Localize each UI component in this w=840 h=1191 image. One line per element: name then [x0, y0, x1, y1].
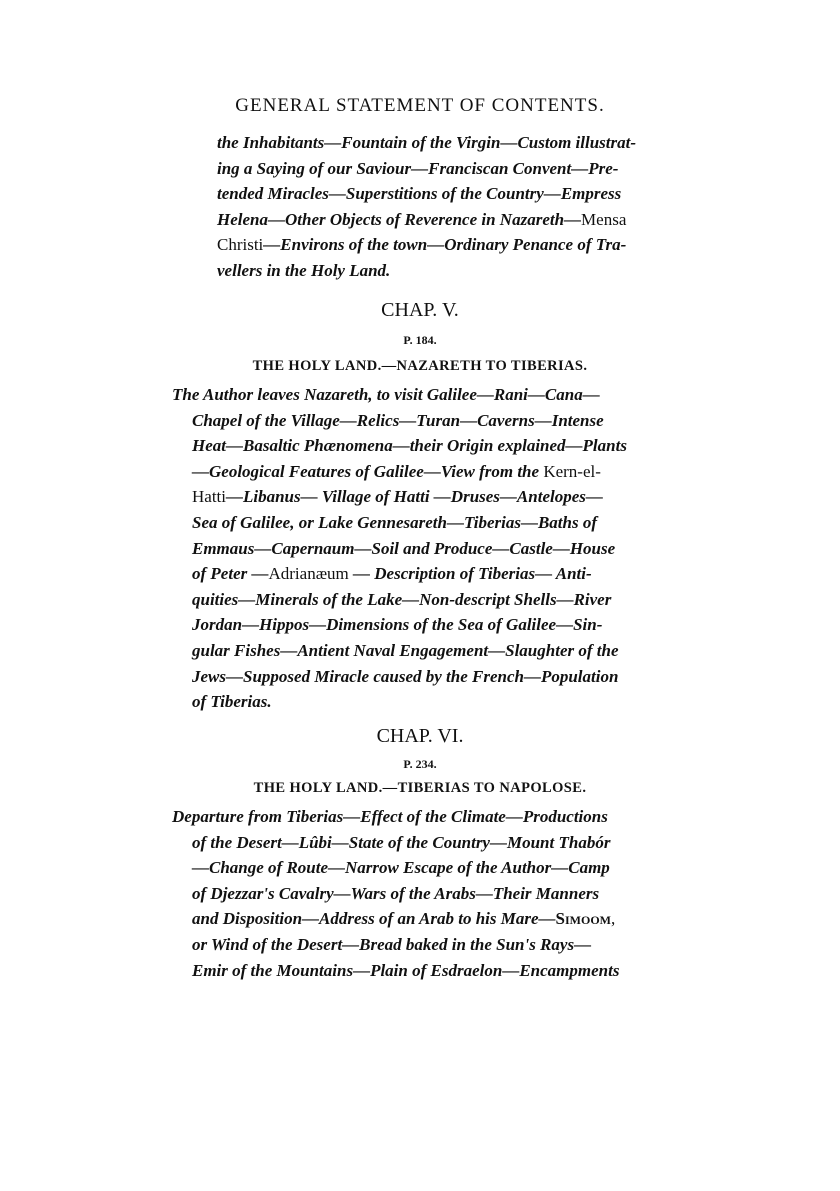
- text-line: vellers in the Holy Land.: [217, 260, 391, 280]
- chapter-5-summary: [172, 382, 657, 715]
- text-line: Departure from Tiberias—Effect of the Climate—Productions: [172, 807, 608, 826]
- text-line: Emir of the Mountains—Plain of Esdraelon—Encampments: [192, 960, 620, 980]
- text-line: —Change of Route—Narrow Escape of the Author—Camp: [192, 858, 610, 878]
- text-line: Jews—Supposed Miracle caused by the French—Population: [192, 666, 619, 686]
- text-line: of Tiberias.: [192, 692, 272, 712]
- text-line: of the Desert—Lûbi—State of the Country—Mount Thabór: [192, 832, 611, 852]
- chapter-5-page: P. 184.: [403, 333, 437, 347]
- text-line: The Author leaves Nazareth, to visit Galilee—Rani—Cana—: [172, 385, 600, 404]
- chapter-5-subtitle: THE HOLY LAND.—NAZARETH TO TIBERIAS.: [252, 358, 588, 374]
- text-line: Chapel of the Village—Relics—Turan—Caverns—Intense: [192, 410, 604, 430]
- text-line: the Inhabitants—Fountain of the Virgin—Custom illustrat-: [217, 133, 637, 152]
- text-line: quities—Minerals of the Lake—Non-descript Shells—River: [192, 589, 612, 609]
- text-line: of Peter —Adrianæum — Description of Tiberias— Anti-: [192, 564, 592, 584]
- chapter-6-summary: [172, 804, 657, 983]
- running-head: GENERAL STATEMENT OF CONTENTS.: [235, 95, 605, 116]
- text-line: Helena—Other Objects of Reverence in Nazareth—Mensa: [217, 209, 627, 229]
- text-line: or Wind of the Desert—Bread baked in the Sun's Rays—: [192, 934, 592, 954]
- text-line: Emmaus—Capernaum—Soil and Produce—Castle—House: [192, 538, 616, 558]
- intro-paragraph: [217, 130, 657, 284]
- text-line: gular Fishes—Antient Naval Engagement—Slaughter of the: [192, 640, 619, 660]
- text-line: Heat—Basaltic Phænomena—their Origin explained—Plants: [192, 436, 627, 456]
- text-line: and Disposition—Address of an Arab to his Mare—Simoom,: [192, 909, 616, 929]
- chapter-6-subtitle: THE HOLY LAND.—TIBERIAS TO NAPOLOSE.: [253, 780, 587, 796]
- text-line: ing a Saying of our Saviour—Franciscan Convent—Pre-: [217, 158, 619, 178]
- text-line: Sea of Galilee, or Lake Gennesareth—Tiberias—Baths of: [192, 512, 597, 532]
- text-line: Christi—Environs of the town—Ordinary Penance of Tra-: [217, 235, 627, 255]
- text-line: tended Miracles—Superstitions of the Country—Empress: [217, 184, 622, 204]
- text-line: —Geological Features of Galilee—View from the Kern-el-: [192, 461, 601, 481]
- chapter-6-title: CHAP. VI.: [376, 725, 464, 747]
- text-line: Hatti—Libanus— Village of Hatti —Druses—Antelopes—: [192, 487, 603, 507]
- text-line: Jordan—Hippos—Dimensions of the Sea of Galilee—Sin-: [192, 615, 603, 635]
- chapter-5-title: CHAP. V.: [381, 299, 459, 321]
- text-line: of Djezzar's Cavalry—Wars of the Arabs—Their Manners: [192, 883, 600, 903]
- chapter-6-page: P. 234.: [403, 757, 437, 771]
